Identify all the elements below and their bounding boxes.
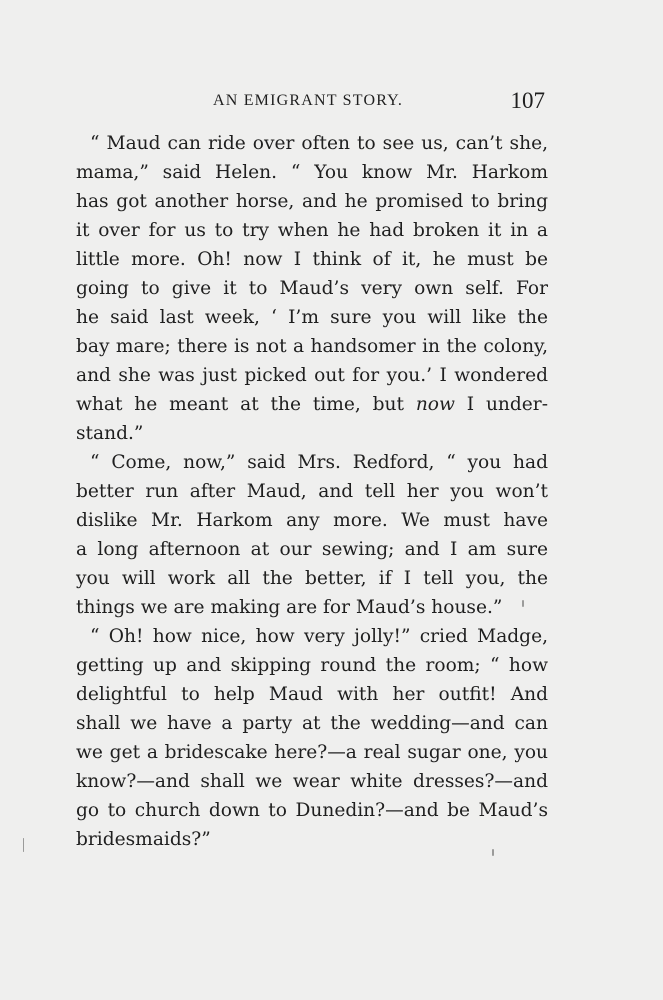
text-line: delightful to help Maud with her outfit! And [76,684,548,705]
running-header [213,88,545,116]
text-line: mama,” said Helen. “ You know Mr. Harkom [76,162,548,183]
text-line: and she was just picked out for you.’ I wondered [76,365,548,386]
text-line: bridesmaids?” [76,829,211,850]
text-line: shall we have a party at the wedding—and can [76,713,548,734]
text-line: little more. Oh! now I think of it, he must be [76,249,548,270]
text-line: “ Come, now,” said Mrs. Redford, “ you had [90,452,548,473]
text-line: it over for us to try when he had broken it in a [76,220,548,241]
text-line: you will work all the better, if I tell you, the [76,568,548,589]
text-line: has got another horse, and he promised to bring [76,191,548,212]
text-line: better run after Maud, and tell her you won’t [76,481,548,502]
page-number: 107 [510,88,545,113]
print-speck [492,849,494,856]
text-line: go to church down to Dunedin?—and be Maud’s [76,800,548,821]
text-line: a long afternoon at our sewing; and I am sure [76,539,548,560]
text-line: “ Maud can ride over often to see us, can’t she, [90,133,548,154]
text-line: he said last week, ‘ I’m sure you will like the [76,307,548,328]
print-speck [522,600,524,607]
text-line: we get a bridescake here?—a real sugar one, you [76,742,548,763]
text-line: bay mare; there is not a handsomer in the colony, [76,336,548,357]
text-line: getting up and skipping round the room; “ how [76,655,548,676]
text-line: dislike Mr. Harkom any more. We must have [76,510,548,531]
emphasis-now: now [415,394,455,415]
text-line: what he meant at the time, but now I under- [76,394,548,415]
text-line: going to give it to Maud’s very own self. For [76,278,548,299]
print-speck [23,838,24,852]
text-line: “ Oh! how nice, how very jolly!” cried Madge, [90,626,548,647]
running-title: AN EMIGRANT STORY. [213,92,404,109]
text-line: stand.” [76,423,144,444]
text-line: know?—and shall we wear white dresses?—and [76,771,548,792]
text-line: things we are making are for Maud’s house.” [76,597,503,618]
